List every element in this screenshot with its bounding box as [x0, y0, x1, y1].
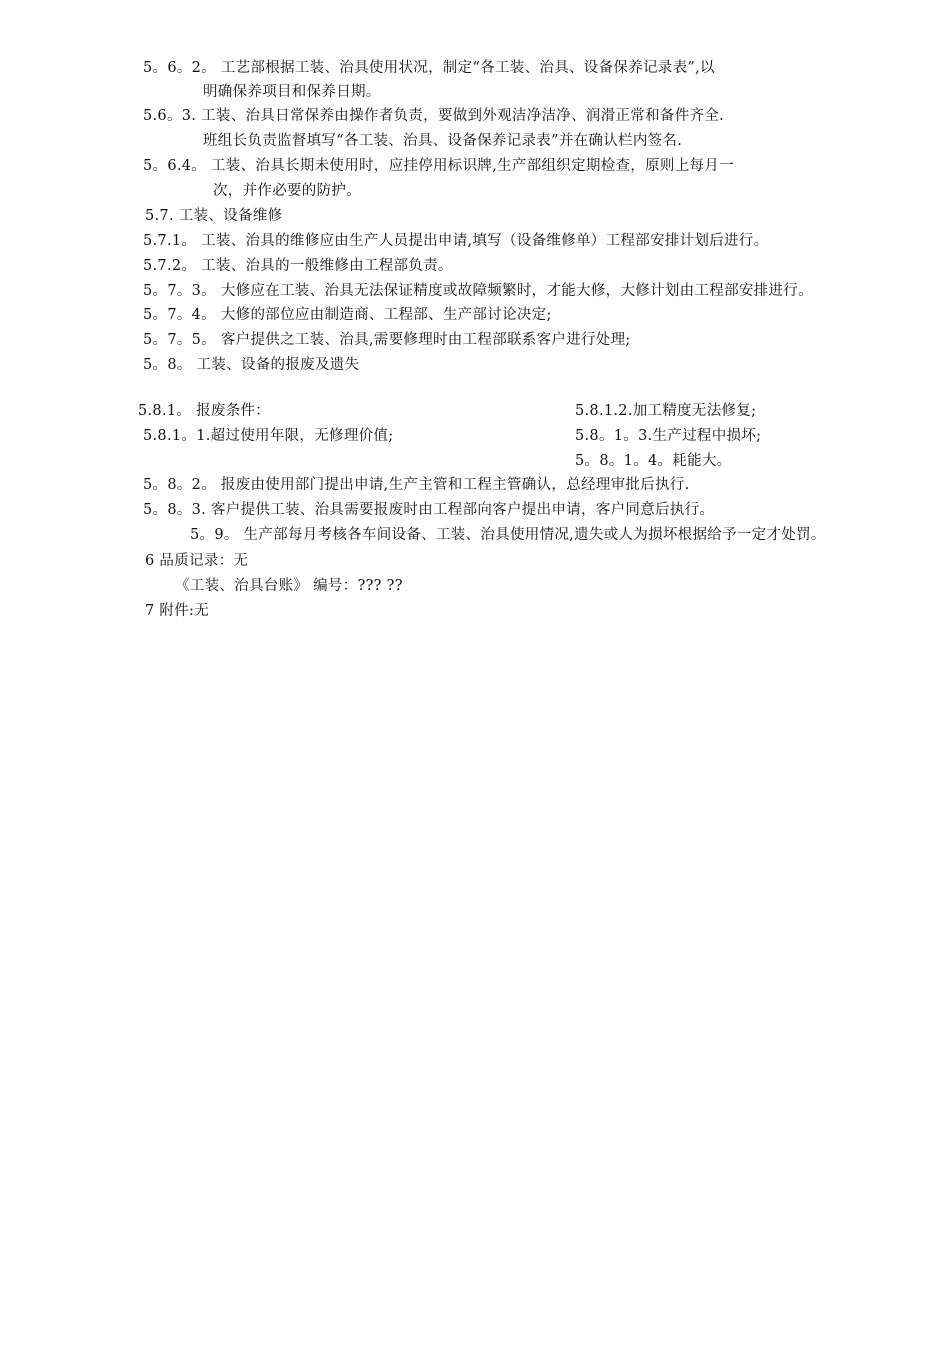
ledger-reference: 《工装、治具台账》 编号：??? ?? — [175, 578, 403, 594]
clause-5-6-3: 5.6。3. 工装、治具日常保养由操作者负责，要做到外观洁净洁净、润滑正常和备件齐全. — [143, 108, 725, 124]
clause-5-8-1-4: 5。8。1。4。耗能大。 — [575, 453, 732, 469]
clause-5-6-2-continued: 明确保养项目和保养日期。 — [203, 84, 381, 100]
clause-5-9: 5。9。 生产部每月考核各车间设备、工装、治具使用情况,遗失或人为损坏根据给予一定才处罚。 — [190, 527, 826, 543]
clause-5-8-2: 5。8。2。 报废由使用部门提出申请,生产主管和工程主管确认，总经理审批后执行. — [143, 477, 690, 493]
clause-5-7-2: 5.7.2。 工装、治具的一般维修由工程部负责。 — [143, 258, 453, 274]
section-6-quality-records: 6 品质记录：无 — [145, 553, 249, 569]
clause-5-8-1: 5.8.1。 报废条件： — [138, 403, 271, 419]
clause-5-8-1-2: 5.8.1.2.加工精度无法修复; — [575, 403, 757, 419]
section-5-8-heading: 5。8。 工装、设备的报废及遗失 — [143, 357, 360, 373]
section-5-7-heading: 5.7. 工装、设备维修 — [145, 208, 283, 224]
clause-5-6-4: 5。6.4。 工装、治具长期未使用时，应挂停用标识牌,生产部组织定期检查，原则上每月一 — [143, 158, 734, 174]
clause-5-8-1-1: 5.8.1。1.超过使用年限，无修理价值; — [143, 428, 394, 444]
clause-5-6-3-continued: 班组长负责监督填写“各工装、治具、设备保养记录表”并在确认栏内签名. — [203, 133, 683, 149]
clause-5-7-5: 5。7。5。 客户提供之工装、治具,需要修理时由工程部联系客户进行处理; — [143, 332, 631, 348]
clause-5-8-1-3: 5.8。1。3.生产过程中损坏; — [575, 428, 762, 444]
section-7-attachments: 7 附件:无 — [145, 603, 210, 619]
clause-5-6-4-continued: 次，并作必要的防护。 — [213, 183, 361, 199]
clause-5-7-4: 5。7。4。 大修的部位应由制造商、工程部、生产部讨论决定; — [143, 307, 552, 323]
clause-5-7-3: 5。7。3。 大修应在工装、治具无法保证精度或故障频繁时，才能大修，大修计划由工程部安排进行。 — [143, 283, 813, 299]
clause-5-6-2: 5。6。2。 工艺部根据工装、治具使用状况，制定“各工装、治具、设备保养记录表”,以 — [143, 60, 715, 76]
clause-5-8-3: 5。8。3. 客户提供工装、治具需要报废时由工程部向客户提出申请，客户同意后执行。 — [143, 502, 715, 518]
clause-5-7-1: 5.7.1。 工装、治具的维修应由生产人员提出申请,填写（设备维修单）工程部安排计划后进行。 — [143, 233, 769, 249]
